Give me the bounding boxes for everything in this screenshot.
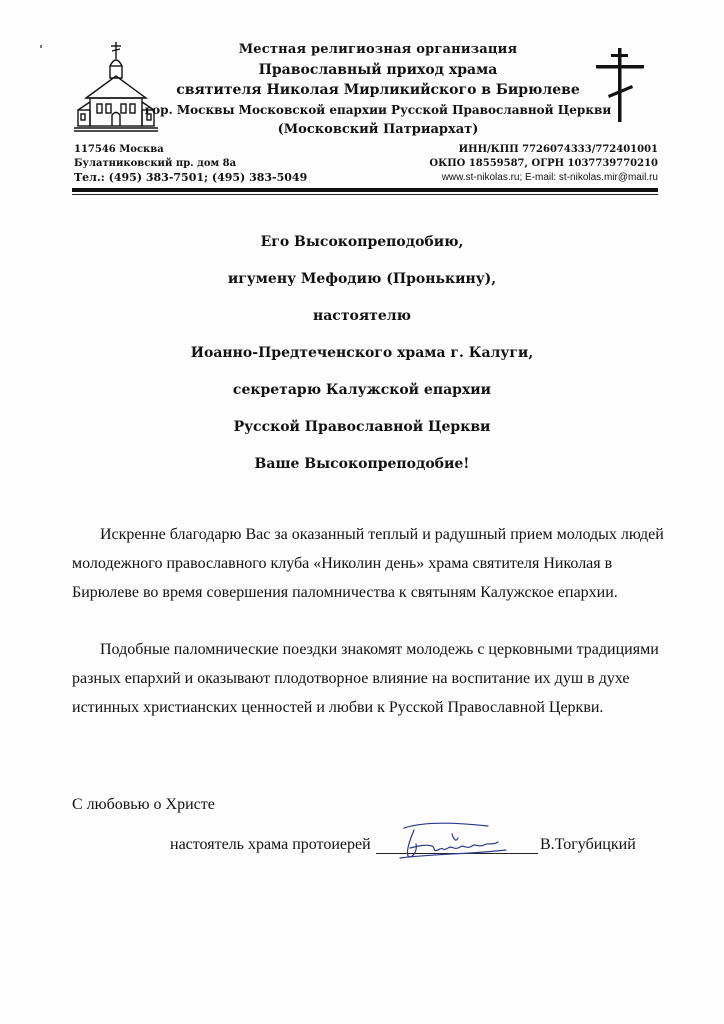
body-paragraph: Подобные паломнические поездки знакомят молодежь с церковными традициями разных епархий и оказывают плодотворное влияние на воспитание их душ в духе истинных христианских ценностей и любви к Русской Православной Церкви.	[72, 641, 659, 716]
okpo-ogrn: ОКПО 18559587, ОГРН 1037739770210	[429, 158, 658, 169]
greeting: Ваше Высокопреподобие!	[254, 456, 470, 472]
addressee-line: игумену Мефодию (Пронькину),	[227, 271, 497, 287]
address-street: Булатниковский пр. дом 8а	[74, 158, 237, 169]
inn-kpp: ИНН/КПП 7726074333/772401001	[458, 144, 658, 155]
addressee-line: секретарю Калужской епархии	[232, 382, 492, 398]
parish-name: Православный приход храма	[258, 62, 498, 78]
header-divider-thick	[72, 188, 658, 192]
handwritten-signature	[392, 820, 512, 864]
web-and-email: www.st-nikolas.ru; E-mail: st-nikolas.mir@mail.ru	[441, 172, 658, 183]
parish-saint: святителя Николая Мирликийского в Бирюлеве	[176, 82, 580, 98]
parish-eparchy: гор. Москвы Московской епархии Русской Православной Церкви	[144, 103, 612, 117]
organization-type: Местная религиозная организация	[238, 42, 518, 57]
body-paragraph: Искренне благодарю Вас за оказанный теплый и радушный прием молодых людей молодежного православного клуба «Николин день» храма святителя Николая в Бирюлеве во время совершения паломничества к святыням Калужское епархии.	[72, 526, 664, 601]
closing-salutation: С любовью о Христе	[72, 796, 215, 813]
addressee-line: настоятелю	[312, 308, 411, 324]
scan-speck	[40, 45, 42, 48]
addressee-line: Его Высокопреподобию,	[260, 234, 464, 250]
organization-header	[144, 40, 612, 140]
patriarchate: (Московский Патриархат)	[277, 122, 479, 137]
registration-details	[429, 143, 658, 185]
header-divider-thin	[72, 194, 658, 195]
church-logo-icon	[72, 40, 160, 140]
letter-body	[72, 520, 672, 750]
addressee-line: Русской Православной Церкви	[233, 419, 491, 435]
addressee-block	[0, 232, 724, 491]
addressee-line: Иоанно-Предтеченского храма г. Калуги,	[190, 345, 534, 361]
signer-title: настоятель храма протоиерей	[170, 836, 371, 853]
phone-numbers: Тел.: (495) 383-7501; (495) 383-5049	[74, 171, 308, 184]
address-city: 117546 Москва	[74, 144, 164, 155]
postal-address	[74, 143, 307, 185]
signer-name: В.Тогубицкий	[540, 836, 636, 853]
